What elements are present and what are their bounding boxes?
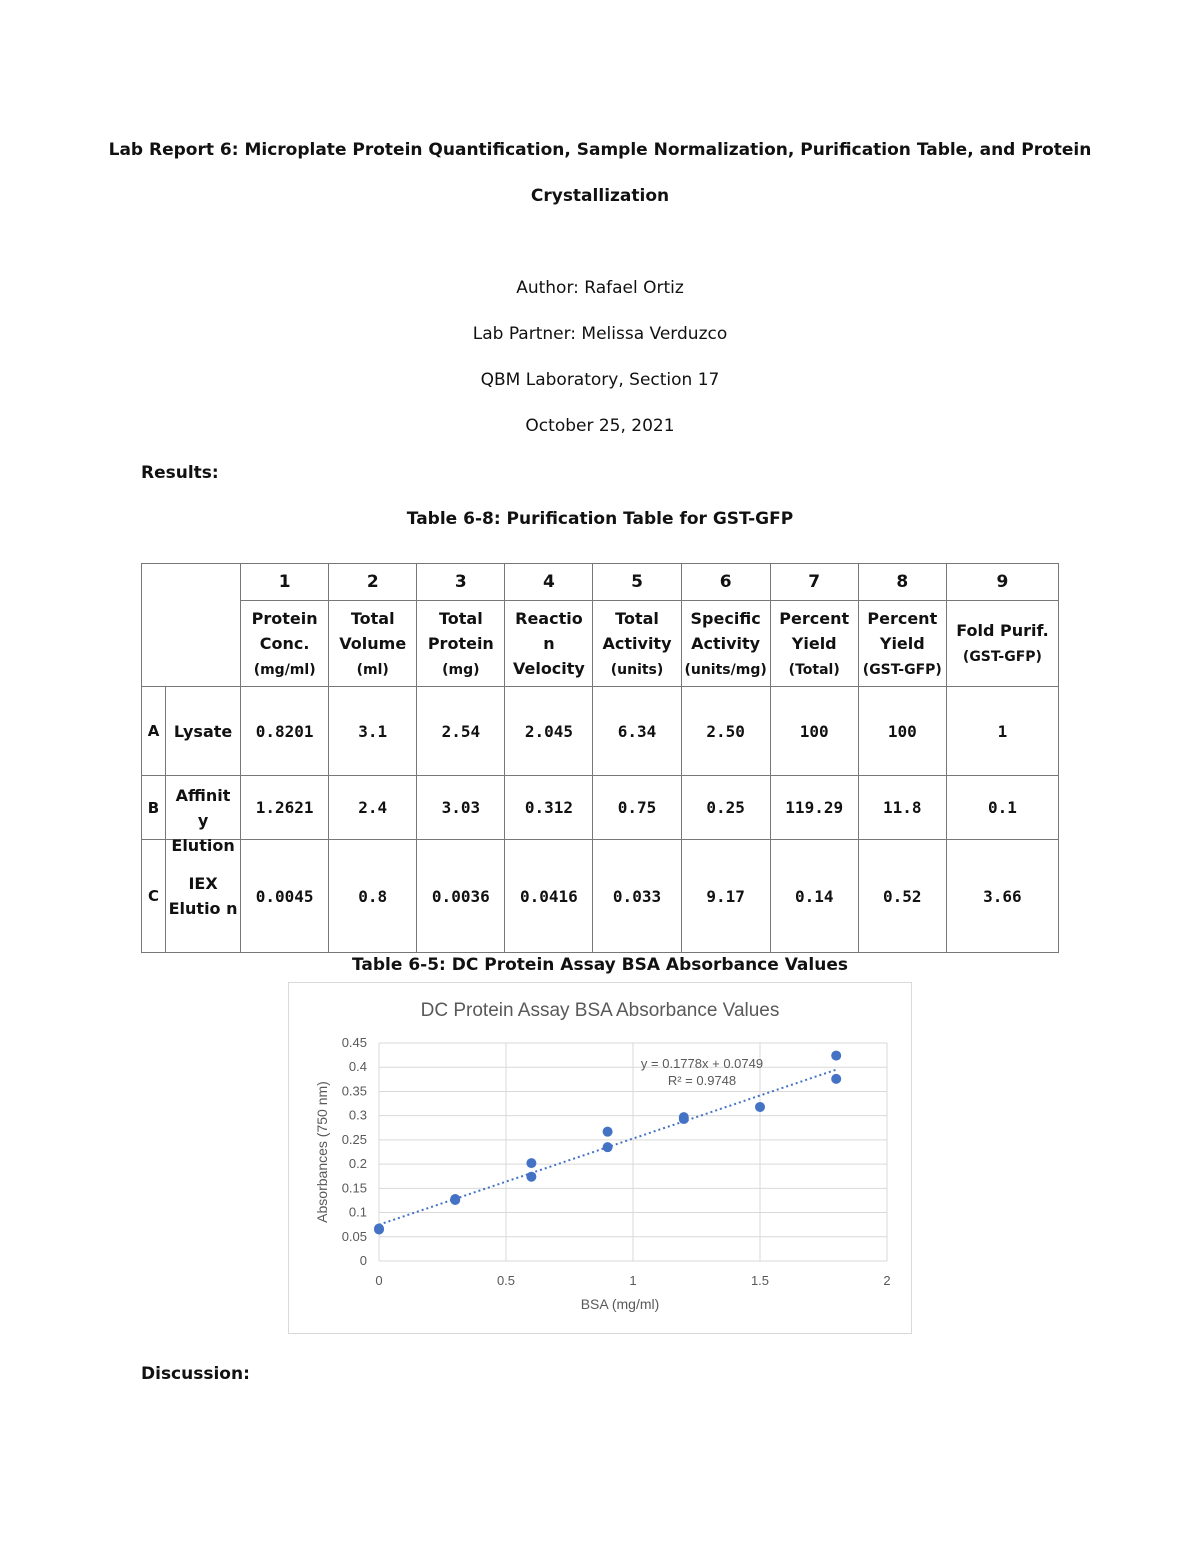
column-number: 1 [241, 564, 329, 601]
y-tick-label: 0.35 [341, 1083, 367, 1099]
table-cell: 2.4 [329, 776, 417, 840]
y-tick-label: 0.2 [348, 1156, 367, 1172]
table-cell: 0.312 [505, 776, 593, 840]
column-header [946, 601, 1058, 687]
column-number: 8 [858, 564, 946, 601]
table-cell: 0.25 [681, 776, 770, 840]
column-header-unit: (mg/ml) [253, 662, 316, 678]
data-point [679, 1114, 689, 1124]
column-header [417, 601, 505, 687]
column-number: 7 [770, 564, 858, 601]
lab-partner-line: Lab Partner: Melissa Verduzco [472, 324, 728, 344]
column-header [241, 601, 329, 687]
table-cell: 0.0416 [505, 840, 593, 953]
column-header-row [142, 601, 1059, 687]
table-caption: Table 6-8: Purification Table for GST-GFP [406, 509, 794, 529]
y-tick-label: 0 [359, 1253, 367, 1268]
column-number-row [142, 564, 1059, 601]
column-header-name: Reactio n Velocity [512, 609, 585, 678]
table-row [142, 776, 1059, 840]
table-cell: 1.2621 [241, 776, 329, 840]
report-title-line1: Lab Report 6: Microplate Protein Quantification, Sample Normalization, Purification Table, and Protein [108, 140, 1092, 160]
table-cell: 0.14 [770, 840, 858, 953]
table-cell: 0.8201 [241, 687, 329, 776]
column-header-name: Percent Yield [779, 609, 850, 653]
y-tick-label: 0.1 [348, 1204, 367, 1220]
absorbance-chart [288, 982, 912, 1334]
x-tick-label: 2 [883, 1273, 891, 1288]
trendline-equation: y = 0.1778x + 0.0749 [640, 1056, 764, 1071]
column-number: 9 [946, 564, 1058, 601]
column-number: 2 [329, 564, 417, 601]
table-cell: 2.045 [505, 687, 593, 776]
row-label: B [142, 776, 166, 840]
data-point [526, 1158, 536, 1168]
column-header [770, 601, 858, 687]
column-header-name: Protein Conc. [251, 609, 318, 653]
column-header-name: Percent Yield [867, 609, 938, 653]
y-tick-label: 0.25 [341, 1131, 367, 1147]
column-header-name: Total Protein [427, 609, 494, 653]
trendline-r-squared: R² = 0.9748 [667, 1073, 737, 1088]
data-point [374, 1225, 384, 1235]
table-cell: 0.8 [329, 840, 417, 953]
chart-axis-ticks [342, 1035, 891, 1288]
corner-cell [142, 564, 241, 687]
data-point [526, 1172, 536, 1182]
column-header-name: Specific Activity [690, 609, 761, 653]
column-number: 5 [593, 564, 681, 601]
y-axis-label: Absorbances (750 nm) [314, 1081, 330, 1223]
y-tick-label: 0.45 [341, 1035, 367, 1050]
row-name-text: IEX Elutio n [168, 874, 238, 918]
table-cell: 0.0036 [417, 840, 505, 953]
data-point [831, 1051, 841, 1061]
discussion-heading: Discussion: [141, 1364, 250, 1384]
column-header-unit: (mg) [442, 662, 480, 678]
column-number: 6 [681, 564, 770, 601]
column-header [593, 601, 681, 687]
table-cell: 2.54 [417, 687, 505, 776]
table-cell: 3.66 [946, 840, 1058, 953]
column-header [858, 601, 946, 687]
table-cell: 0.033 [593, 840, 681, 953]
column-header-unit: (units) [610, 662, 664, 678]
table-cell: 3.03 [417, 776, 505, 840]
row-label: A [142, 687, 166, 776]
y-tick-label: 0.15 [341, 1180, 367, 1196]
table-row [142, 687, 1059, 776]
column-header-unit: (units/mg) [684, 662, 767, 678]
table-cell: 1 [946, 687, 1058, 776]
chart-points [374, 1051, 841, 1235]
column-header-unit: (ml) [356, 662, 389, 678]
table-cell: 100 [770, 687, 858, 776]
row-name-text: Lysate [173, 721, 233, 741]
data-point [755, 1102, 765, 1112]
column-number: 4 [505, 564, 593, 601]
table-row [142, 840, 1059, 953]
y-tick-label: 0.05 [341, 1228, 367, 1244]
table-cell: 3.1 [329, 687, 417, 776]
chart-grid [379, 1043, 887, 1261]
data-point [603, 1127, 613, 1137]
report-title-line2: Crystallization [530, 186, 670, 206]
x-tick-label: 0 [375, 1273, 383, 1288]
column-header [681, 601, 770, 687]
table-cell: 0.75 [593, 776, 681, 840]
data-point [450, 1195, 460, 1205]
chart-title: DC Protein Assay BSA Absorbance Values [420, 1000, 780, 1021]
data-point [603, 1142, 613, 1152]
column-header [329, 601, 417, 687]
table-cell: 0.1 [946, 776, 1058, 840]
row-label: C [142, 840, 166, 953]
x-tick-label: 1 [629, 1273, 637, 1288]
section-line: QBM Laboratory, Section 17 [480, 370, 720, 390]
table-cell: 0.0045 [241, 840, 329, 953]
results-heading: Results: [141, 463, 219, 483]
data-point [831, 1074, 841, 1084]
author-line: Author: Rafael Ortiz [516, 278, 684, 298]
column-header [505, 601, 593, 687]
table-cell: 6.34 [593, 687, 681, 776]
table-cell: 9.17 [681, 840, 770, 953]
y-tick-label: 0.4 [348, 1059, 367, 1075]
x-tick-label: 1.5 [750, 1273, 770, 1288]
table-cell: 100 [858, 687, 946, 776]
y-tick-label: 0.3 [348, 1107, 367, 1123]
table-cell: 2.50 [681, 687, 770, 776]
column-header-unit: (GST-GFP) [962, 648, 1042, 665]
column-number: 3 [417, 564, 505, 601]
figure-caption: Table 6-5: DC Protein Assay BSA Absorbance Values [352, 955, 848, 975]
table-cell: 11.8 [858, 776, 946, 840]
table-cell: 119.29 [770, 776, 858, 840]
column-header-name: Total Volume [339, 609, 407, 653]
column-header-name: Fold Purif. [956, 620, 1049, 640]
row-name [166, 687, 241, 776]
row-name-text: Affinit y Elution [171, 785, 235, 855]
date-line: October 25, 2021 [525, 416, 675, 436]
x-tick-label: 0.5 [496, 1273, 516, 1288]
table-cell: 0.52 [858, 840, 946, 953]
column-header-name: Total Activity [602, 609, 672, 653]
x-axis-label: BSA (mg/ml) [580, 1296, 660, 1312]
absorbance-chart-svg [289, 983, 911, 1333]
purification-table [141, 563, 1059, 953]
column-header-unit: (GST-GFP) [862, 662, 942, 678]
column-header-unit: (Total) [788, 662, 840, 678]
row-name [166, 776, 241, 855]
